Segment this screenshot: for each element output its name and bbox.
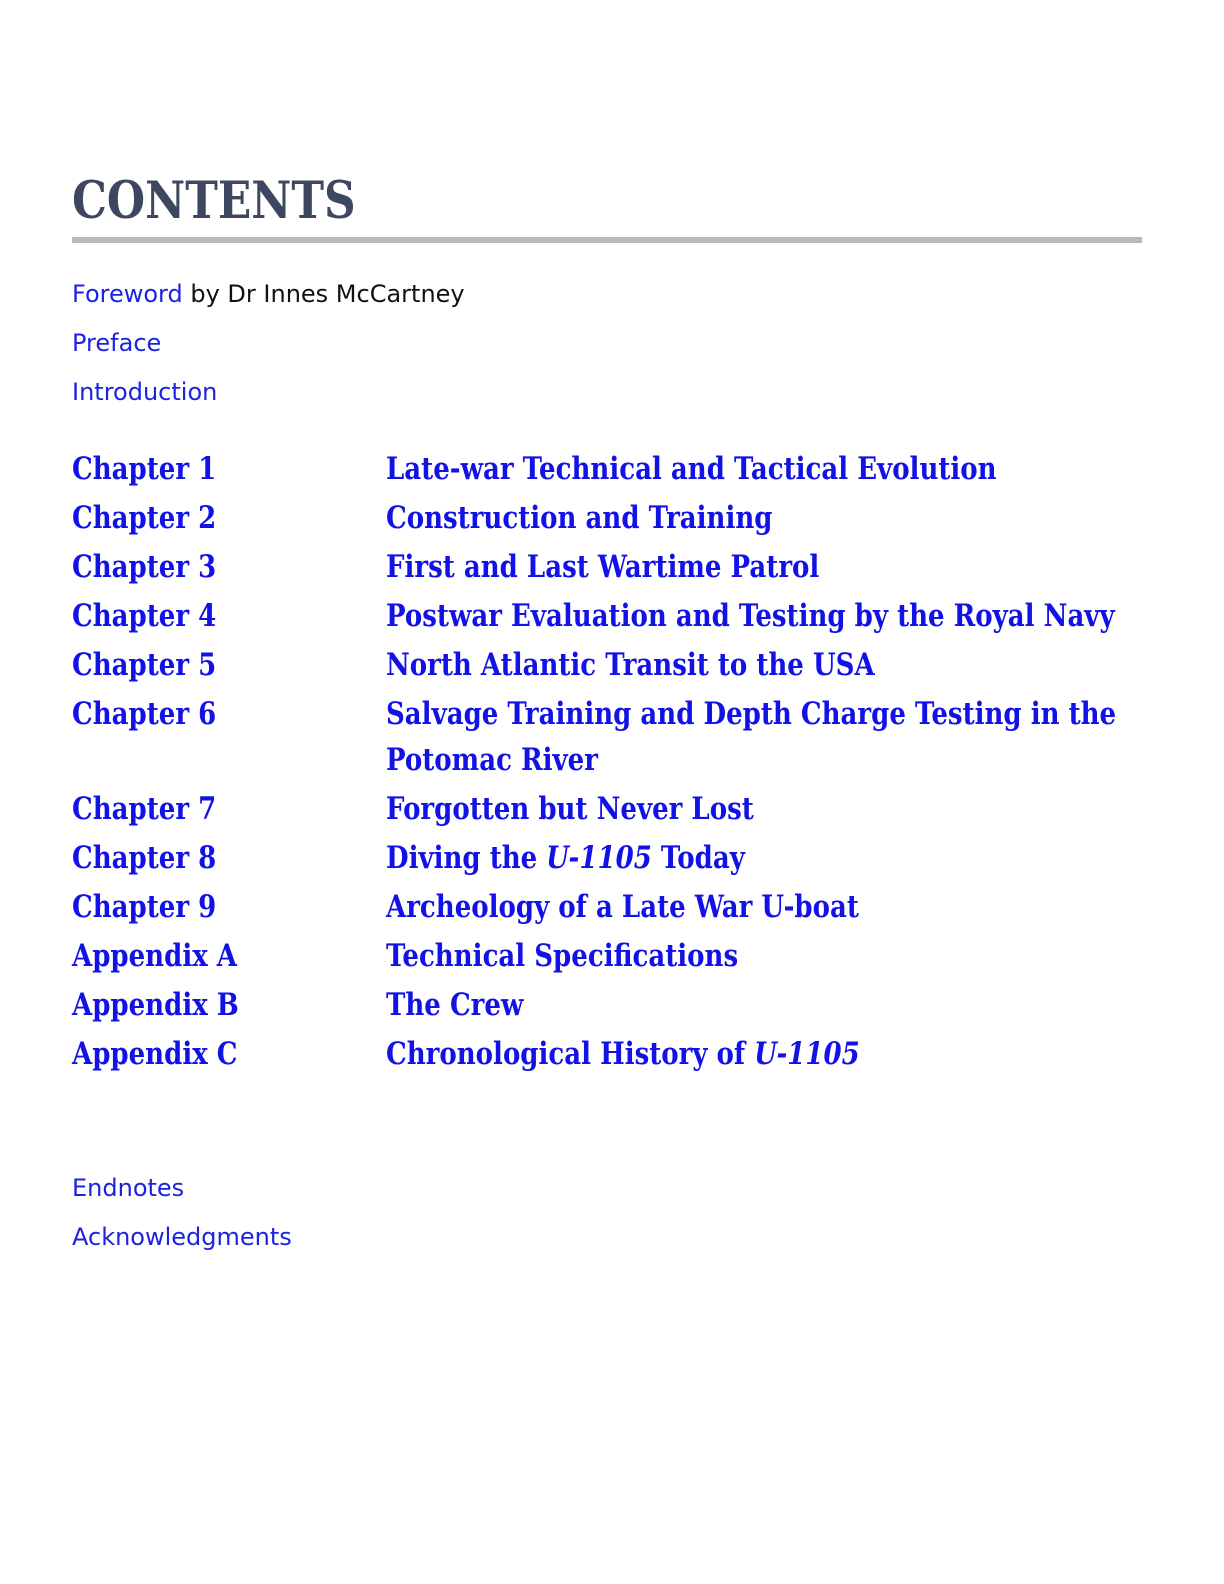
toc-label[interactable]: Chapter 5: [72, 647, 217, 683]
toc-title[interactable]: Archeology of a Late War U-boat: [386, 889, 859, 925]
toc-row-chapter-3[interactable]: [72, 544, 1132, 590]
front-item-preface: [72, 319, 772, 368]
page-title: CONTENTS: [72, 171, 356, 231]
front-matter-list: [72, 270, 772, 417]
toc-title[interactable]: First and Last Wartime Patrol: [386, 549, 820, 585]
toc-title-text: Today: [651, 840, 745, 876]
vessel-name: U-1105: [754, 1036, 860, 1072]
toc-title[interactable]: Late-war Technical and Tactical Evolution: [386, 451, 997, 487]
back-item-acknowledgments: [72, 1213, 772, 1262]
toc-title[interactable]: Salvage Training and Depth Charge Testing in the Potomac River: [386, 696, 1117, 778]
title-divider: [72, 237, 1142, 243]
toc-label[interactable]: Chapter 3: [72, 549, 217, 585]
toc-label[interactable]: Chapter 7: [72, 791, 217, 827]
toc-row-chapter-2[interactable]: [72, 495, 1132, 541]
introduction-link[interactable]: Introduction: [72, 378, 218, 406]
toc-label[interactable]: Appendix B: [72, 987, 239, 1023]
toc-label[interactable]: Appendix C: [72, 1036, 238, 1072]
toc-row-chapter-9[interactable]: [72, 884, 1132, 930]
toc-label[interactable]: Chapter 6: [72, 696, 217, 732]
table-of-contents: [72, 446, 1132, 1080]
toc-row-chapter-8[interactable]: [72, 835, 1132, 881]
preface-link[interactable]: Preface: [72, 329, 162, 357]
toc-row-appendix-a[interactable]: [72, 933, 1132, 979]
toc-title[interactable]: [386, 835, 1132, 881]
toc-title[interactable]: Construction and Training: [386, 500, 773, 536]
toc-label[interactable]: Appendix A: [72, 938, 238, 974]
toc-row-chapter-4[interactable]: [72, 593, 1132, 639]
vessel-name: U-1105: [546, 840, 652, 876]
toc-row-appendix-c[interactable]: [72, 1031, 1132, 1077]
toc-row-appendix-b[interactable]: [72, 982, 1132, 1028]
toc-label[interactable]: Chapter 4: [72, 598, 217, 634]
toc-row-chapter-6[interactable]: [72, 691, 1132, 783]
back-matter-list: [72, 1164, 772, 1262]
toc-label[interactable]: Chapter 8: [72, 840, 217, 876]
toc-title[interactable]: North Atlantic Transit to the USA: [386, 647, 875, 683]
toc-label[interactable]: Chapter 2: [72, 500, 217, 536]
back-item-endnotes: [72, 1164, 772, 1213]
toc-title[interactable]: Postwar Evaluation and Testing by the Royal Navy: [386, 598, 1115, 634]
toc-label[interactable]: Chapter 1: [72, 451, 217, 487]
toc-title-text: Diving the: [386, 840, 547, 876]
toc-title[interactable]: [386, 1031, 1132, 1077]
toc-title-text: Chronological History of: [386, 1036, 755, 1072]
foreword-link[interactable]: Foreword: [72, 280, 183, 308]
foreword-author: by Dr Innes McCartney: [182, 280, 465, 308]
toc-title[interactable]: Technical Specifications: [386, 938, 739, 974]
toc-row-chapter-7[interactable]: [72, 786, 1132, 832]
front-item-introduction: [72, 368, 772, 417]
front-item-foreword: [72, 270, 772, 319]
toc-row-chapter-1[interactable]: [72, 446, 1132, 492]
acknowledgments-link[interactable]: Acknowledgments: [72, 1223, 292, 1251]
toc-label[interactable]: Chapter 9: [72, 889, 217, 925]
toc-row-chapter-5[interactable]: [72, 642, 1132, 688]
toc-title[interactable]: Forgotten but Never Lost: [386, 791, 754, 827]
toc-title[interactable]: The Crew: [386, 987, 524, 1023]
endnotes-link[interactable]: Endnotes: [72, 1174, 185, 1202]
